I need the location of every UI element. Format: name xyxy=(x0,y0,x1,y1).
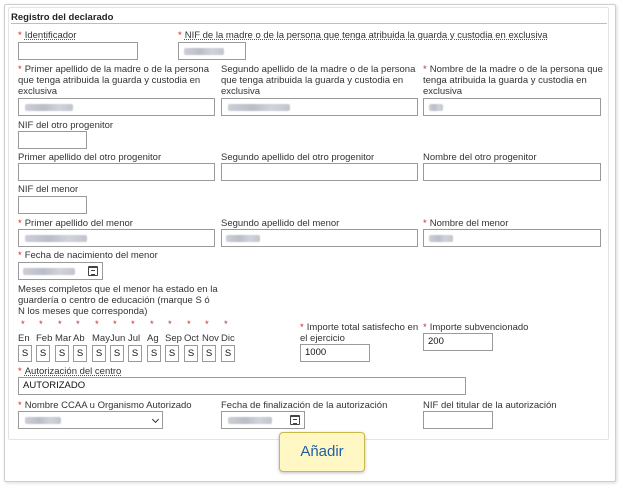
apellido2-madre-input[interactable] xyxy=(221,98,418,116)
apellido2-menor-label: Segundo apellido del menor xyxy=(221,218,340,229)
month-required-mark: * xyxy=(58,319,62,330)
nif-otro-input[interactable] xyxy=(18,131,87,149)
month-label: Jul xyxy=(128,333,141,344)
month-input[interactable]: S xyxy=(221,345,235,362)
identificador-input[interactable] xyxy=(18,42,138,60)
nombre-madre-input[interactable] xyxy=(423,98,601,116)
nombre-otro-label: Nombre del otro progenitor xyxy=(423,152,537,163)
calendar-icon[interactable] xyxy=(88,266,98,276)
fecha-nacimiento-input[interactable] xyxy=(18,262,103,280)
ccaa-select[interactable] xyxy=(18,411,163,429)
apellido2-otro-input[interactable] xyxy=(221,163,418,181)
nif-otro-label: NIF del otro progenitor xyxy=(18,120,114,131)
apellido1-madre-label: * Primer apellido de la madre o de la persona xyxy=(18,64,210,75)
month-label: En xyxy=(18,333,30,344)
calendar-icon[interactable] xyxy=(290,415,300,425)
apellido1-otro-input[interactable] xyxy=(18,163,215,181)
nombre-menor-input[interactable] xyxy=(423,229,601,247)
apellido2-madre-label-3: exclusiva xyxy=(221,86,261,97)
nombre-madre-label: * Nombre de la madre o de la persona que xyxy=(423,64,603,75)
month-input[interactable]: S xyxy=(73,345,87,362)
apellido1-madre-label-3: exclusiva xyxy=(18,86,58,97)
nif-menor-input[interactable] xyxy=(18,196,87,214)
section-title: Registro del declarado xyxy=(11,12,114,23)
importe-satisfecho-input[interactable]: 1000 xyxy=(300,344,370,362)
month-required-mark: * xyxy=(113,319,117,330)
identificador-label: * Identificador xyxy=(18,30,77,41)
month-required-mark: * xyxy=(205,319,209,330)
month-required-mark: * xyxy=(168,319,172,330)
month-label: Sep xyxy=(165,333,182,344)
autorizacion-label: * Autorización del centro xyxy=(18,366,122,377)
nif-titular-label: NIF del titular de la autorización xyxy=(423,400,557,411)
chevron-down-icon xyxy=(152,416,159,423)
apellido1-madre-label-2: que tenga atribuida la guarda y custodia en xyxy=(18,75,201,86)
month-required-mark: * xyxy=(224,319,228,330)
month-label: Feb xyxy=(36,333,53,344)
apellido2-madre-label: Segundo apellido de la madre o de la persona xyxy=(221,64,416,75)
month-label: Nov xyxy=(202,333,219,344)
autorizacion-input[interactable]: AUTORIZADO xyxy=(18,377,466,395)
meses-label-2: guardería o centro de educación (marque S ó xyxy=(18,295,210,306)
apellido1-menor-label: * Primer apellido del menor xyxy=(18,218,133,229)
nombre-madre-label-3: exclusiva xyxy=(423,86,463,97)
fecha-fin-input[interactable] xyxy=(221,411,305,429)
apellido1-menor-input[interactable] xyxy=(18,229,215,247)
month-label: May xyxy=(92,333,110,344)
month-input[interactable]: S xyxy=(55,345,69,362)
meses-label-3: N los meses que corresponda) xyxy=(18,306,148,317)
month-label: Mar xyxy=(55,333,72,344)
nif-madre-input[interactable] xyxy=(178,42,246,60)
month-label: Jun xyxy=(110,333,126,344)
month-input[interactable]: S xyxy=(36,345,50,362)
apellido1-otro-label: Primer apellido del otro progenitor xyxy=(18,152,162,163)
importe-subvencionado-label: * Importe subvencionado xyxy=(423,322,529,333)
month-input[interactable]: S xyxy=(202,345,216,362)
nif-madre-label: * NIF de la madre o de la persona que tenga atribuida la guarda y custodia en exclusiva xyxy=(178,30,548,41)
apellido2-menor-input[interactable] xyxy=(221,229,418,247)
month-label: Ab xyxy=(73,333,85,344)
month-input[interactable]: S xyxy=(92,345,106,362)
importe-satisfecho-label: * Importe total satisfecho en xyxy=(300,322,419,333)
nombre-menor-label: * Nombre del menor xyxy=(423,218,509,229)
nombre-otro-input[interactable] xyxy=(423,163,601,181)
month-input[interactable]: S xyxy=(110,345,124,362)
nombre-madre-label-2: tenga atribuida la guarda y custodia en xyxy=(423,75,587,86)
nif-menor-label: NIF del menor xyxy=(18,184,79,195)
month-required-mark: * xyxy=(21,319,25,330)
month-required-mark: * xyxy=(76,319,80,330)
apellido2-otro-label: Segundo apellido del otro progenitor xyxy=(221,152,375,163)
month-input[interactable]: S xyxy=(147,345,161,362)
month-required-mark: * xyxy=(39,319,43,330)
month-required-mark: * xyxy=(150,319,154,330)
month-input[interactable]: S xyxy=(184,345,198,362)
month-input[interactable]: S xyxy=(18,345,32,362)
fecha-fin-label: Fecha de finalización de la autorización xyxy=(221,400,388,411)
month-label: Dic xyxy=(221,333,235,344)
meses-label: Meses completos que el menor ha estado en la xyxy=(18,284,218,295)
add-button[interactable]: Añadir xyxy=(279,432,365,472)
month-required-mark: * xyxy=(95,319,99,330)
month-input[interactable]: S xyxy=(165,345,179,362)
month-input[interactable]: S xyxy=(128,345,142,362)
ccaa-label: * Nombre CCAA u Organismo Autorizado xyxy=(18,400,192,411)
month-required-mark: * xyxy=(187,319,191,330)
apellido1-madre-input[interactable] xyxy=(18,98,215,116)
month-label: Oct xyxy=(184,333,199,344)
section-divider xyxy=(11,23,607,24)
month-required-mark: * xyxy=(131,319,135,330)
fecha-nacimiento-label: * Fecha de nacimiento del menor xyxy=(18,250,158,261)
apellido2-madre-label-2: que tenga atribuida la guarda y custodia en xyxy=(221,75,404,86)
nif-titular-input[interactable] xyxy=(423,411,493,429)
importe-satisfecho-label-2: el ejercicio xyxy=(300,333,345,344)
importe-subvencionado-input[interactable]: 200 xyxy=(423,333,493,351)
month-label: Ag xyxy=(147,333,159,344)
